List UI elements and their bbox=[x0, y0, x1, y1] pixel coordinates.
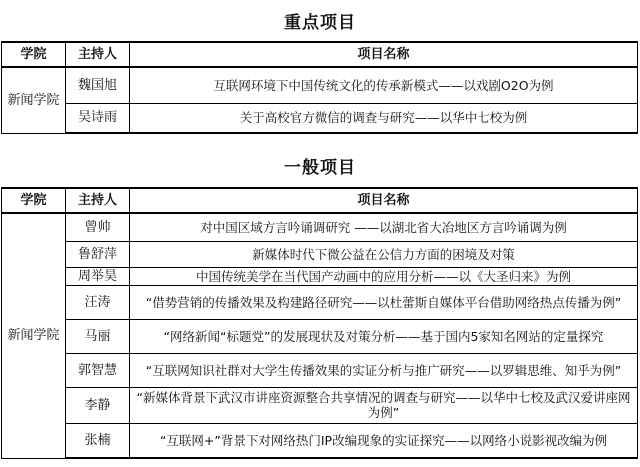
host-cell: 李静 bbox=[66, 387, 130, 423]
host-cell: 汪涛 bbox=[66, 285, 130, 319]
table-row bbox=[2, 423, 638, 458]
host-cell: 周举昊 bbox=[66, 267, 130, 285]
key-projects-title: 重点项目 bbox=[284, 13, 356, 33]
project-cell: 互联网环境下中国传统文化的传承新模式——以戏剧O2O为例 bbox=[130, 67, 638, 103]
col-header-college: 学院 bbox=[2, 188, 66, 213]
project-cell: “互联网知识社群对大学生传播效果的实证分析与推广研究——以罗辑思维、知乎为例” bbox=[130, 353, 638, 387]
table-row bbox=[2, 241, 638, 267]
table-row bbox=[2, 387, 638, 423]
table-row bbox=[2, 213, 638, 241]
project-cell: 新媒体时代下微公益在公信力方面的困境及对策 bbox=[130, 241, 638, 267]
host-cell: 鲁舒萍 bbox=[66, 241, 130, 267]
project-cell: “互联网+”背景下对网络热门IP改编现象的实证探究——以网络小说影视改编为例 bbox=[130, 423, 638, 458]
table-header-row bbox=[2, 188, 638, 213]
host-cell: 张楠 bbox=[66, 423, 130, 458]
project-cell: 对中国区域方言吟诵调研究 ——以湖北省大冶地区方言吟诵调为例 bbox=[130, 213, 638, 241]
col-header-project: 项目名称 bbox=[130, 42, 638, 67]
table-row bbox=[2, 319, 638, 353]
key-projects-table bbox=[1, 41, 638, 134]
project-cell: “借势营销的传播效果及构建路径研究——以杜蕾斯自媒体平台借助网络热点传播为例” bbox=[130, 285, 638, 319]
host-cell: 曾帅 bbox=[66, 213, 130, 241]
project-cell: “网络新闻“标题党”的发展现状及对策分析——基于国内5家知名网站的定量探究 bbox=[130, 319, 638, 353]
college-cell: 新闻学院 bbox=[2, 213, 66, 458]
host-cell: 吴诗雨 bbox=[66, 103, 130, 133]
host-cell: 魏国旭 bbox=[66, 67, 130, 103]
table-row bbox=[2, 103, 638, 133]
project-cell: “新媒体背景下武汉市讲座资源整合共享情况的调查与研究——以华中七校及武汉爱讲座网为例” bbox=[130, 387, 638, 423]
col-header-host: 主持人 bbox=[66, 42, 130, 67]
project-cell: 关于高校官方微信的调查与研究——以华中七校为例 bbox=[130, 103, 638, 133]
college-cell: 新闻学院 bbox=[2, 67, 66, 133]
table-header-row bbox=[2, 42, 638, 67]
table-row bbox=[2, 267, 638, 285]
host-cell: 郭智慧 bbox=[66, 353, 130, 387]
table-row bbox=[2, 67, 638, 103]
host-cell: 马丽 bbox=[66, 319, 130, 353]
table-row bbox=[2, 353, 638, 387]
general-projects-table bbox=[1, 187, 638, 459]
table-row bbox=[2, 285, 638, 319]
col-header-college: 学院 bbox=[2, 42, 66, 67]
project-cell: 中国传统美学在当代国产动画中的应用分析——以《大圣归来》为例 bbox=[130, 267, 638, 285]
general-projects-title: 一般项目 bbox=[284, 158, 356, 178]
col-header-project: 项目名称 bbox=[130, 188, 638, 213]
col-header-host: 主持人 bbox=[66, 188, 130, 213]
